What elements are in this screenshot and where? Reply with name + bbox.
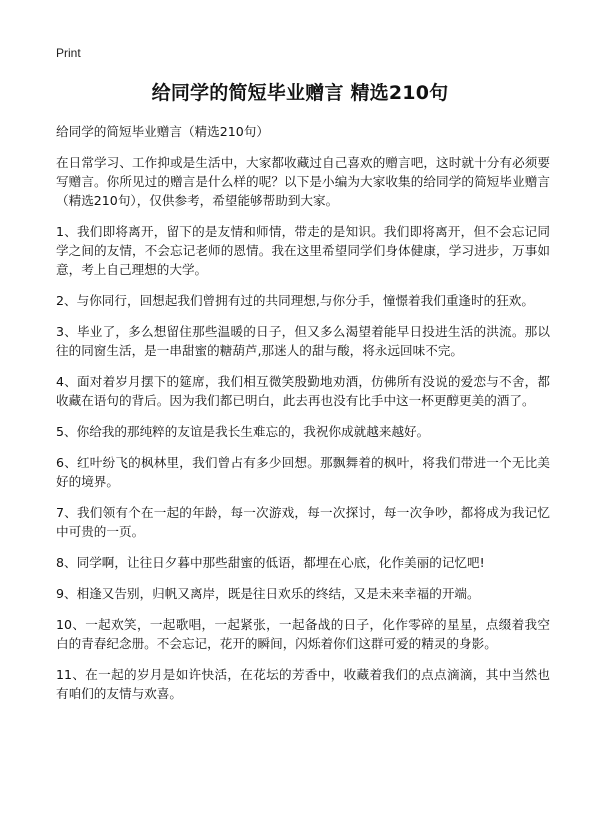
list-item: 3、毕业了，多么想留住那些温暖的日子，但又多么渴望着能早日投进生活的洪流。那以往的同窗生活，是一串甜蜜的糖葫芦,那迷人的甜与酸，将永远回味不完。 xyxy=(56,324,550,358)
intro-paragraph: 在日常学习、工作抑或是生活中，大家都收藏过自己喜欢的赠言吧，这时就十分有必须要写赠言。你所见过的赠言是什么样的呢？以下是小编为大家收集的给同学的简短毕业赠言（精选210句），仅供参考，希望能够帮助到大家。 xyxy=(56,155,550,208)
article-subtitle: 给同学的简短毕业赠言（精选210句） xyxy=(56,124,269,139)
list-item: 7、我们领有个在一起的年龄，每一次游戏，每一次探讨，每一次争吵，都将成为我记忆中可贵的一页。 xyxy=(56,505,550,539)
list-item: 11、在一起的岁月是如许快活，在花坛的芳香中，收藏着我们的点点滴滴，其中当然也有咱们的友情与欢喜。 xyxy=(56,667,550,701)
list-item: 4、面对着岁月摆下的筵席，我们相互微笑殷勤地劝酒，仿佛所有没说的爱恋与不舍，都收藏在语句的背后。因为我们都已明白，此去再也没有比手中这一杯更醇更美的酒了。 xyxy=(56,374,550,408)
list-item: 6、红叶纷飞的枫林里，我们曾占有多少回想。那飘舞着的枫叶，将我们带进一个无比美好的境界。 xyxy=(56,455,550,489)
list-item: 1、我们即将离开，留下的是友情和师情，带走的是知识。我们即将离开，但不会忘记同学之间的友情，不会忘记老师的恩情。我在这里希望同学们身体健康，学习进步，万事如意，考上自己理想的大学。 xyxy=(56,224,550,277)
list-item: 2、与你同行，回想起我们曾拥有过的共同理想,与你分手，憧憬着我们重逢时的狂欢。 xyxy=(56,293,534,308)
list-item: 10、一起欢笑，一起歌唱，一起紧张，一起备战的日子，化作零碎的星星，点缀着我空白的青春纪念册。不会忘记，花开的瞬间，闪烁着你们这群可爱的精灵的身影。 xyxy=(56,617,550,651)
article-body xyxy=(56,122,550,715)
list-item: 8、同学啊，让往日夕暮中那些甜蜜的低语，都埋在心底，化作美丽的记忆吧! xyxy=(56,555,485,570)
list-item: 5、你给我的那纯粹的友谊是我长生难忘的，我祝你成就越来越好。 xyxy=(56,424,430,439)
list-item: 9、相逢又告别，归帆又离岸，既是往日欢乐的终结，又是未来幸福的开端。 xyxy=(56,586,480,601)
page-title: 给同学的简短毕业赠言 精选210句 xyxy=(151,82,449,104)
print-link[interactable]: Print xyxy=(56,46,81,60)
